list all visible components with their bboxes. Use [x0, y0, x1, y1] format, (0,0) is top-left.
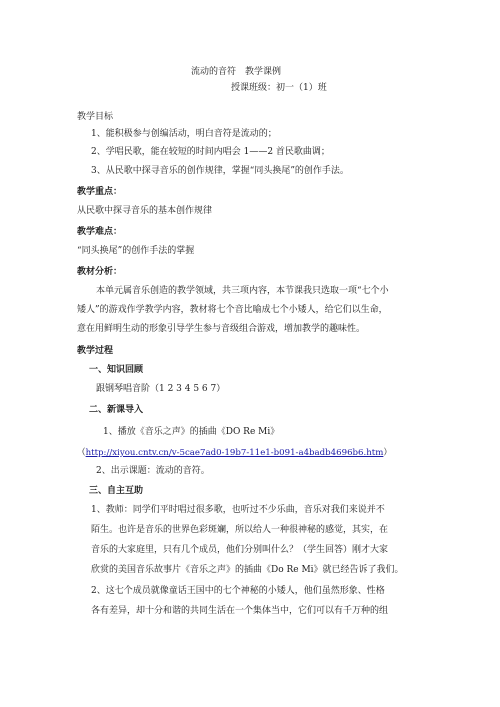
interaction-line: 音乐的大家庭里，只有几个成员，他们分别叫什么？（学生回答）刚才大家 — [91, 545, 389, 555]
link-paren-close: ） — [383, 448, 392, 458]
link-paren-open: （ — [77, 448, 86, 458]
interaction-line: 各有差异，却十分和谐的共同生活在一个集体当中，它们可以有千万种的组 — [91, 606, 389, 616]
interaction-heading: 三、自主互助 — [89, 486, 144, 496]
analysis-heading: 教材分析： — [77, 267, 123, 277]
class-info: 授课班级：初一（1）班 — [231, 83, 327, 93]
review-text: 跟钢琴唱音阶（1 2 3 4 5 6 7） — [96, 384, 226, 394]
intro-item-1: 1、播放《音乐之声》的插曲《DO Re Mi》 — [103, 427, 280, 437]
analysis-line: 本单元属音乐创造的教学领域，共三项内容，本节课我只选取一项“七个小 — [96, 286, 389, 296]
objective-item: 1、能积极参与创编活动，明白音符是流动的； — [91, 129, 277, 139]
video-link[interactable]: http://xiyou.cntv.cn/v-5cae7ad0-19b7-11e1-b091-a4badb4696b6.htm — [85, 448, 384, 458]
objectives-heading: 教学目标 — [77, 112, 114, 122]
interaction-line: 陌生。也许是音乐的世界色彩斑斓，所以给人一种很神秘的感觉，其实，在 — [91, 525, 389, 535]
lesson-title: 流动的音符 教学课例 — [191, 67, 282, 77]
interaction-line: 欣赏的美国音乐故事片《音乐之声》的插曲《Do Re Mi》就已经告诉了我们。 — [91, 565, 404, 575]
interaction-line: 2、这七个成员就像童话王国中的七个神秘的小矮人，他们虽然形象、性格 — [91, 586, 385, 596]
difficulty-text: “同头换尾”的创作手法的掌握 — [77, 246, 195, 256]
review-heading: 一、知识回顾 — [89, 365, 144, 375]
key-point-text: 从民歌中探寻音乐的基本创作规律 — [77, 206, 213, 216]
interaction-line: 1、教师：同学们平时唱过很多歌，也听过不少乐曲，音乐对我们来说并不 — [91, 505, 385, 515]
analysis-line: 意在用鲜明生动的形象引导学生参与音级组合游戏，增加教学的趣味性。 — [77, 324, 366, 334]
video-link-line — [77, 447, 392, 459]
intro-item-2: 2、出示课题：流动的音符。 — [96, 466, 210, 476]
difficulty-heading: 教学难点： — [77, 227, 123, 237]
analysis-line: 矮人”的游戏作学教学内容，教材将七个音比喻成七个小矮人，给它们以生命， — [77, 305, 388, 315]
intro-heading: 二、新课导入 — [89, 405, 144, 415]
objective-item: 3、从民歌中探寻音乐的创作规律，掌握“同头换尾”的创作手法。 — [91, 166, 349, 176]
objective-item: 2、学唱民歌，能在较短的时间内唱会 1——2 首民歌曲调； — [91, 147, 330, 157]
process-heading: 教学过程 — [77, 346, 114, 356]
key-point-heading: 教学重点： — [77, 187, 123, 197]
